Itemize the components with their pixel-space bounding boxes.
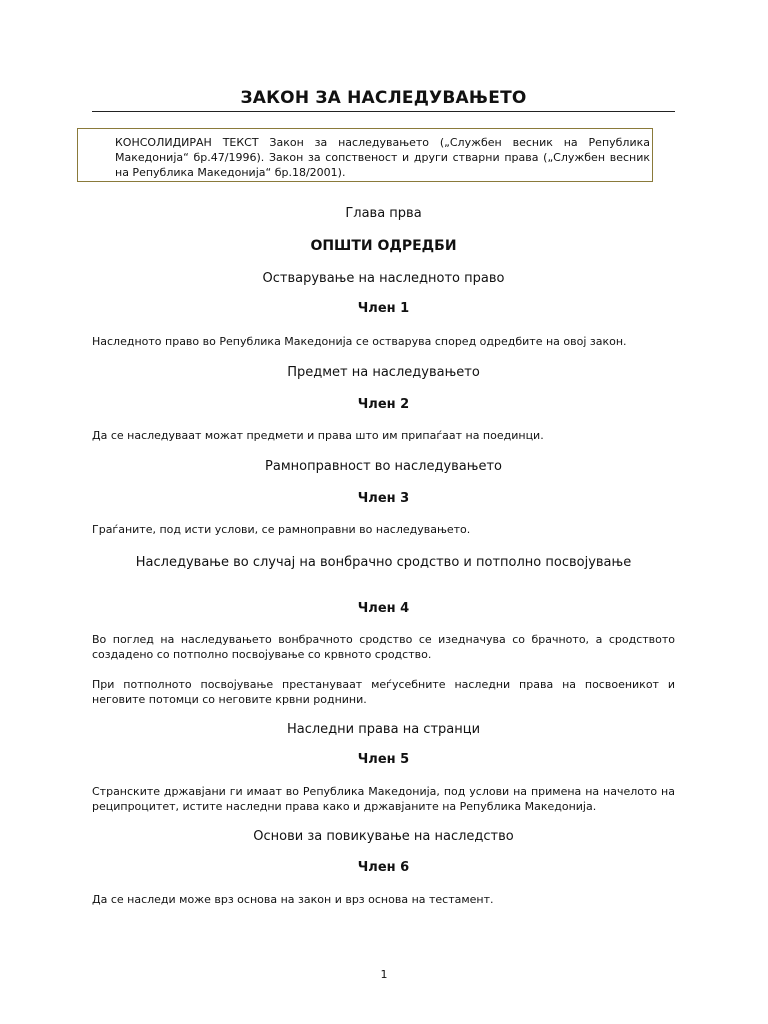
document-title: ЗАКОН ЗА НАСЛЕДУВАЊЕТО	[240, 88, 527, 108]
consolidated-note-box	[77, 128, 653, 182]
section-heading: Наследни права на странци	[286, 722, 481, 737]
chapter-title: ОПШТИ ОДРЕДБИ	[310, 238, 457, 254]
section-heading: Остварување на наследното право	[262, 271, 505, 286]
article-paragraph: При потполното посвојување престануваат меѓусебните наследни права на посвоеникот и неговите потомци со неговите крвни роднини.	[92, 678, 675, 706]
article-paragraph: Да се наследуваат можат предмети и права што им припаѓаат на поединци.	[92, 429, 544, 442]
consolidated-note-text: КОНСОЛИДИРАН ТЕКСТ Закон за наследувањето („Службен весник на Република Македонија“ бр.47/1996). Закон за сопственост и други стварни права („Службен весник на Република Македонија“ бр.18/2001).	[115, 136, 650, 179]
article-number: Член 1	[357, 301, 410, 316]
article-paragraph: Странските државјани ги имаат во Република Македонија, под услови на примена на начелото на реципроцитет, истите наследни права како и државјаните на Република Македонија.	[92, 785, 675, 813]
section-heading: Предмет на наследувањето	[287, 365, 480, 380]
title-rule	[92, 111, 675, 112]
chapter-label: Глава прва	[345, 206, 422, 221]
article-paragraph: Наследното право во Република Македонија се остварува според одредбите на овој закон.	[92, 335, 627, 348]
article-paragraph: Да се наследи може врз основа на закон и врз основа на тестамент.	[92, 893, 494, 906]
section-heading: Основи за повикување на наследство	[253, 829, 514, 844]
article-number: Член 4	[357, 601, 410, 616]
section-heading: Наследување во случај на вонбрачно сродство и потполно посвојување	[135, 555, 632, 570]
article-paragraph: Во поглед на наследувањето вонбрачното сродство се изедначува со брачното, а сродството создадено со потполно посвојување со крвното сродство.	[92, 633, 675, 661]
page-number: 1	[380, 968, 388, 981]
article-number: Член 3	[357, 491, 410, 506]
section-heading: Рамноправност во наследувањето	[265, 459, 502, 474]
article-number: Член 6	[357, 860, 410, 875]
article-number: Член 5	[357, 752, 410, 767]
article-paragraph: Граѓаните, под исти услови, се рамноправни во наследувањето.	[92, 523, 471, 536]
article-number: Член 2	[357, 397, 410, 412]
